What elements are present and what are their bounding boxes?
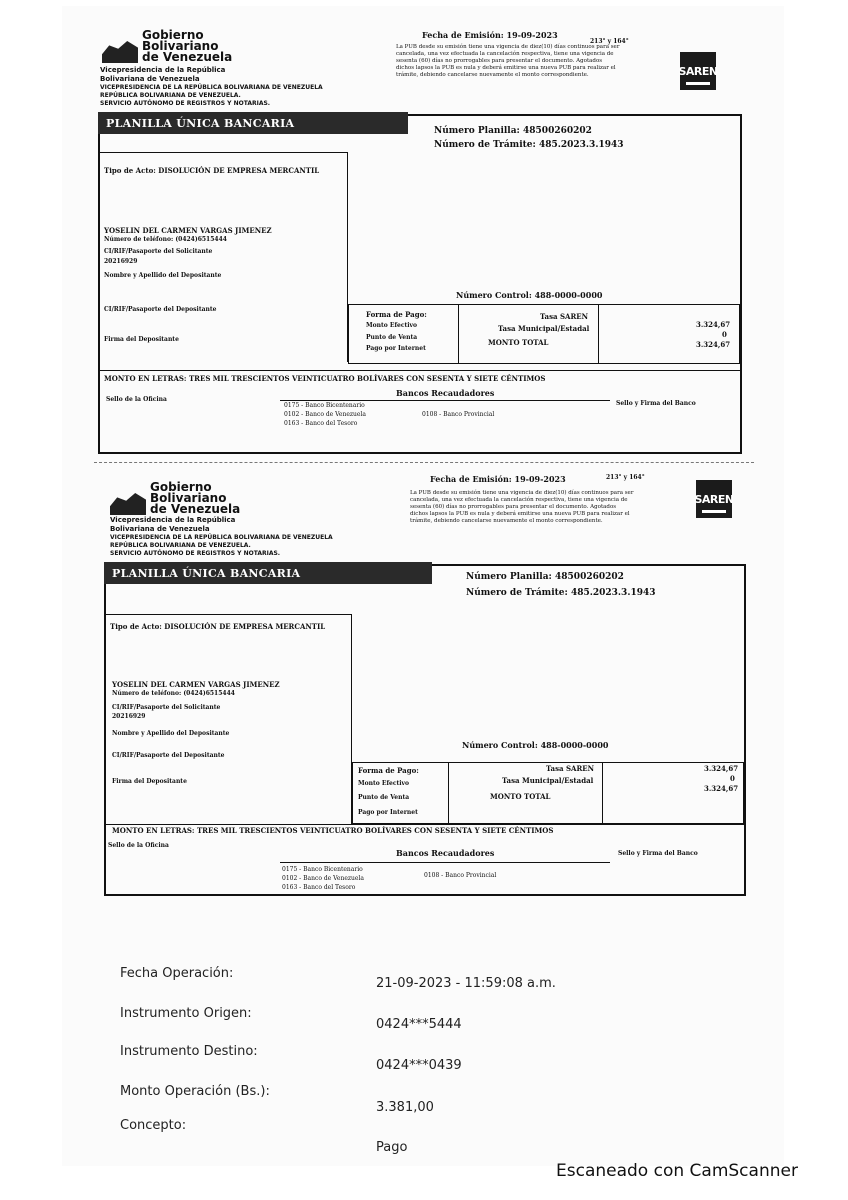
monto-total: MONTO TOTAL: [490, 792, 551, 801]
flag-icon: [102, 41, 138, 63]
acto-row: [110, 622, 325, 631]
monto-operacion-value: 3.381,00: [376, 1100, 434, 1115]
divider: [104, 614, 352, 615]
planilla-row: [466, 572, 624, 582]
bancos-title: Bancos Recaudadores: [396, 848, 495, 858]
planilla-row: [434, 126, 592, 136]
gobierno-text: [150, 482, 240, 515]
letras-label: MONTO EN LETRAS:: [112, 826, 195, 835]
pago-internet: Pago por Internet: [366, 345, 426, 352]
banco1: 0175 - Banco Bicentenario: [284, 402, 365, 409]
telefono-label: Número de teléfono:: [112, 690, 182, 697]
tasa-saren: Tasa SAREN: [540, 312, 589, 321]
control-value: 488-0000-0000: [540, 740, 609, 750]
nombre-dep: Nombre y Apellido del Depositante: [112, 730, 230, 737]
tramite-row: [434, 140, 624, 150]
control-label: Número Control:: [456, 290, 532, 300]
solicitante-name: YOSELIN DEL CARMEN VARGAS JIMENEZ: [112, 680, 280, 689]
banco4: 0108 - Banco Provincial: [424, 872, 497, 879]
gob-line1: Gobierno: [150, 480, 212, 494]
nombre-dep: Nombre y Apellido del Depositante: [104, 272, 222, 279]
telefono-value: (0424)6515444: [183, 690, 235, 697]
divider: [598, 304, 599, 364]
divider: [448, 762, 449, 824]
sello-oficina: Sello de la Oficina: [106, 396, 167, 403]
sello-banco: Sello y Firma del Banco: [618, 850, 698, 857]
sello-oficina: Sello de la Oficina: [108, 842, 169, 849]
acto-value: DISOLUCIÓN DE EMPRESA MERCANTIL: [158, 166, 320, 175]
divider: [602, 762, 603, 824]
gobierno-logo: [102, 30, 232, 63]
divider: [104, 824, 746, 825]
flag-icon: [110, 493, 146, 515]
saren-logo: SAREN: [696, 480, 732, 518]
dim-text: 213° y 164°: [606, 474, 645, 481]
val-saren: 3.324,67: [704, 764, 739, 773]
tasa-municipal: Tasa Municipal/Estadal: [502, 776, 594, 785]
control-row: [456, 290, 602, 300]
planilla-value: 48500260202: [523, 126, 592, 136]
vice3: VICEPRESIDENCIA DE LA REPÚBLICA BOLIVARIANA DE VENEZUELA: [100, 84, 323, 91]
letras-row: [104, 374, 545, 383]
vice3: VICEPRESIDENCIA DE LA REPÚBLICA BOLIVARIANA DE VENEZUELA: [110, 534, 333, 541]
solicitante-name: YOSELIN DEL CARMEN VARGAS JIMENEZ: [104, 226, 272, 235]
punto-venta: Punto de Venta: [366, 334, 418, 341]
fecha-value: 19-09-2023: [514, 474, 566, 484]
pago-internet: Pago por Internet: [358, 809, 418, 816]
vice5: SERVICIO AUTÓNOMO DE REGISTROS Y NOTARIAS.: [110, 550, 281, 557]
concepto-label: Concepto:: [120, 1118, 187, 1133]
gobierno-logo: [110, 482, 240, 515]
val-total: 3.324,67: [704, 784, 739, 793]
vice1: Vicepresidencia de la República: [110, 516, 236, 524]
origen-label: Instrumento Origen:: [120, 1006, 252, 1021]
vice2: Bolivariana de Venezuela: [100, 75, 200, 83]
ci-sol-value: 20216929: [104, 258, 138, 265]
vice-block: [100, 66, 323, 108]
banco3: 0163 - Banco del Tesoro: [282, 884, 356, 891]
concepto-value: Pago: [376, 1140, 408, 1155]
acto-label: Tipo de Acto:: [110, 622, 162, 631]
ci-sol-label: CI/RIF/Pasaporte del Solicitante: [104, 248, 213, 255]
pub-text: La PUB desde su emisión tiene una vigencia de diez(10) días continuos para ser cancelada, una vez efectuada la cancelación respectiva, tiene una vigencia de sesenta (60) días no prorrogables para presentar el documento. Agotados dichos lapsos la PUB es nula y deberá emitirse una nueva PUB para realizar el trámite, debiendo cancelarse nuevamente el monto correspondiente.: [396, 44, 620, 78]
telefono-value: (0424)6515444: [175, 236, 227, 243]
ci-sol-value: 20216929: [112, 713, 146, 720]
letras-value: TRES MIL TRESCIENTOS VEINTICUATRO BOLÍVARES CON SESENTA Y SIETE CÉNTIMOS: [196, 826, 554, 835]
form-banner: PLANILLA ÚNICA BANCARIA: [98, 112, 408, 134]
forma-pago: Forma de Pago:: [358, 766, 419, 775]
vice5: SERVICIO AUTÓNOMO DE REGISTROS Y NOTARIAS.: [100, 100, 271, 107]
fecha-operacion-label: Fecha Operación:: [120, 966, 234, 981]
planilla-copy-1: [0, 0, 848, 470]
divider: [280, 862, 610, 863]
gob-line2: Bolivariano: [142, 39, 219, 53]
fecha-operacion-value: 21-09-2023 - 11:59:08 a.m.: [376, 976, 556, 991]
monto-total: MONTO TOTAL: [488, 338, 549, 347]
pub-text: La PUB desde su emisión tiene una vigencia de diez(10) días continuos para ser cancelada, una vez efectuada la cancelación respectiva, tiene una vigencia de sesenta (60) días no prorrogables para presentar el documento. Agotados dichos lapsos la PUB es nula y deberá emitirse una nueva PUB para realizar el trámite, debiendo cancelarse nuevamente el monto correspondiente.: [410, 490, 634, 524]
ci-dep: CI/RIF/Pasaporte del Depositante: [112, 752, 225, 759]
val-municipal: 0: [722, 330, 727, 339]
telefono-row: [112, 690, 235, 697]
form-banner: PLANILLA ÚNICA BANCARIA: [104, 562, 432, 584]
letras-label: MONTO EN LETRAS:: [104, 374, 187, 383]
separator: [94, 462, 754, 463]
tramite-row: [466, 588, 656, 598]
banco1: 0175 - Banco Bicentenario: [282, 866, 363, 873]
gob-line3: de Venezuela: [150, 502, 241, 516]
banco4: 0108 - Banco Provincial: [422, 411, 495, 418]
bancos-title: Bancos Recaudadores: [396, 388, 495, 398]
gob-line2: Bolivariano: [150, 491, 227, 505]
control-row: [462, 740, 608, 750]
ci-sol-label: CI/RIF/Pasaporte del Solicitante: [112, 704, 221, 711]
telefono-row: [104, 236, 227, 243]
fecha-value: 19-09-2023: [506, 30, 558, 40]
destino-label: Instrumento Destino:: [120, 1044, 258, 1059]
planilla-value: 48500260202: [555, 572, 624, 582]
tramite-value: 485.2023.3.1943: [538, 140, 624, 150]
origen-value: 0424***5444: [376, 1017, 462, 1032]
letras-value: TRES MIL TRESCIENTOS VEINTICUATRO BOLÍVARES CON SESENTA Y SIETE CÉNTIMOS: [188, 374, 546, 383]
fecha-emision: [430, 474, 566, 484]
forma-pago: Forma de Pago:: [366, 310, 427, 319]
acto-label: Tipo de Acto:: [104, 166, 156, 175]
destino-value: 0424***0439: [376, 1058, 462, 1073]
divider: [98, 370, 742, 371]
divider: [280, 400, 610, 401]
firma-dep: Firma del Depositante: [112, 778, 187, 785]
fecha-label: Fecha de Emisión:: [430, 474, 512, 484]
camscanner-watermark: Escaneado con CamScanner: [556, 1161, 798, 1181]
monto-operacion-label: Monto Operación (Bs.):: [120, 1084, 270, 1099]
dim-text: 213° y 164°: [590, 38, 629, 45]
sello-banco: Sello y Firma del Banco: [616, 400, 696, 407]
planilla-label: Número Planilla:: [434, 126, 520, 136]
divider: [458, 304, 459, 364]
acto-value: DISOLUCIÓN DE EMPRESA MERCANTIL: [164, 622, 326, 631]
tramite-label: Número de Trámite:: [466, 588, 568, 598]
banco3: 0163 - Banco del Tesoro: [284, 420, 358, 427]
fecha-label: Fecha de Emisión:: [422, 30, 504, 40]
fecha-emision: [422, 30, 558, 40]
gob-line3: de Venezuela: [142, 50, 233, 64]
vice2: Bolivariana de Venezuela: [110, 525, 210, 533]
acto-row: [104, 166, 319, 175]
val-municipal: 0: [730, 774, 735, 783]
monto-efectivo: Monto Efectivo: [366, 322, 418, 329]
gobierno-text: [142, 30, 232, 63]
gob-line1: Gobierno: [142, 28, 204, 42]
tramite-value: 485.2023.3.1943: [570, 588, 656, 598]
planilla-copy-2: [0, 472, 848, 942]
firma-dep: Firma del Depositante: [104, 336, 179, 343]
tasa-municipal: Tasa Municipal/Estadal: [498, 324, 590, 333]
val-saren: 3.324,67: [696, 320, 731, 329]
tramite-label: Número de Trámite:: [434, 140, 536, 150]
vice4: REPÚBLICA BOLIVARIANA DE VENEZUELA.: [110, 542, 251, 549]
val-total: 3.324,67: [696, 340, 731, 349]
letras-row: [112, 826, 553, 835]
telefono-label: Número de teléfono:: [104, 236, 174, 243]
tasa-saren: Tasa SAREN: [546, 764, 595, 773]
banco2: 0102 - Banco de Venezuela: [282, 875, 364, 882]
monto-efectivo: Monto Efectivo: [358, 780, 410, 787]
planilla-label: Número Planilla:: [466, 572, 552, 582]
vice-block: [110, 516, 333, 558]
saren-logo: SAREN: [680, 52, 716, 90]
punto-venta: Punto de Venta: [358, 794, 410, 801]
control-label: Número Control:: [462, 740, 538, 750]
divider: [98, 152, 348, 153]
vice4: REPÚBLICA BOLIVARIANA DE VENEZUELA.: [100, 92, 241, 99]
vice1: Vicepresidencia de la República: [100, 66, 226, 74]
ci-dep: CI/RIF/Pasaporte del Depositante: [104, 306, 217, 313]
control-value: 488-0000-0000: [534, 290, 603, 300]
banco2: 0102 - Banco de Venezuela: [284, 411, 366, 418]
